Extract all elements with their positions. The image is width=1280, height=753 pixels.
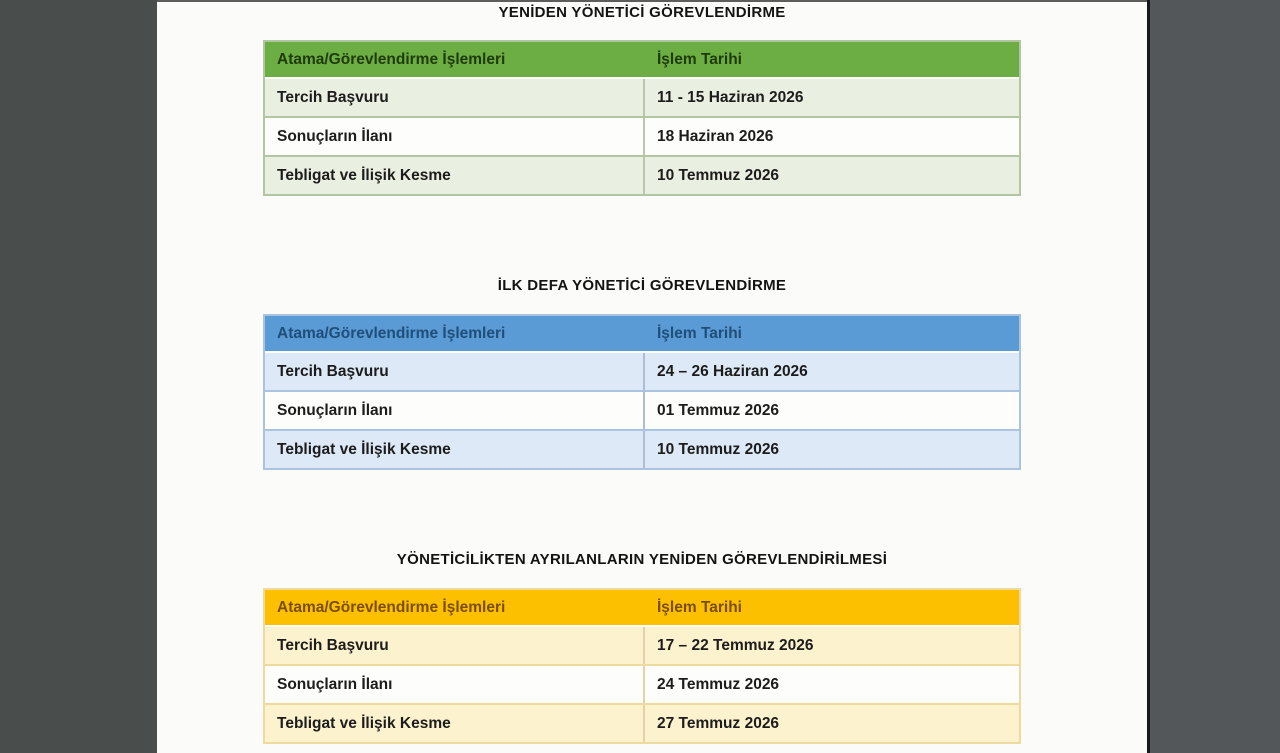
cell-islem: Tebligat ve İlişik Kesme [265, 431, 645, 468]
column-header-islemler: Atama/Görevlendirme İşlemleri [277, 50, 506, 68]
table-title-ilk-defa: İLK DEFA YÖNETİCİ GÖREVLENDİRME [497, 277, 787, 294]
table-title-yeniden-yonetici: YENİDEN YÖNETİCİ GÖREVLENDİRME [498, 4, 786, 21]
table-row [265, 77, 1019, 116]
table-row [265, 703, 1019, 742]
table-header-row [265, 42, 1019, 77]
table-row [265, 664, 1019, 703]
table-yeniden-yonetici [263, 40, 1021, 196]
cell-islem: Sonuçların İlanı [265, 666, 645, 703]
table-ilk-defa [263, 314, 1021, 470]
column-header-islemler: Atama/Görevlendirme İşlemleri [277, 598, 506, 616]
table-row [265, 116, 1019, 155]
table-header-row [265, 590, 1019, 625]
cell-tarih: 24 – 26 Haziran 2026 [657, 362, 808, 380]
cell-tarih: 10 Temmuz 2026 [657, 440, 780, 458]
cell-islem: Sonuçların İlanı [265, 118, 645, 155]
column-header-tarih: İşlem Tarihi [657, 598, 742, 616]
cell-tarih: 10 Temmuz 2026 [657, 166, 780, 184]
cell-islem: Sonuçların İlanı [265, 392, 645, 429]
column-header-tarih: İşlem Tarihi [657, 50, 742, 68]
cell-islem: Tercih Başvuru [265, 627, 645, 664]
table-row [265, 625, 1019, 664]
table-row [265, 351, 1019, 390]
column-header-islemler: Atama/Görevlendirme İşlemleri [277, 324, 506, 342]
table-row [265, 390, 1019, 429]
cell-islem: Tercih Başvuru [265, 353, 645, 390]
cell-islem: Tebligat ve İlişik Kesme [265, 157, 645, 194]
cell-tarih: 11 - 15 Haziran 2026 [657, 88, 804, 106]
table-title-ayrilanlar: YÖNETİCİLİKTEN AYRILANLARIN YENİDEN GÖREVLENDİRİLMESİ [396, 551, 888, 568]
cell-tarih: 17 – 22 Temmuz 2026 [657, 636, 814, 654]
cell-tarih: 18 Haziran 2026 [657, 127, 774, 145]
cell-tarih: 01 Temmuz 2026 [657, 401, 780, 419]
document-page [157, 0, 1147, 753]
table-row [265, 155, 1019, 194]
table-header-row [265, 316, 1019, 351]
cell-tarih: 27 Temmuz 2026 [657, 714, 780, 732]
column-header-tarih: İşlem Tarihi [657, 324, 742, 342]
table-ayrilanlar [263, 588, 1021, 744]
table-row [265, 429, 1019, 468]
page-top-edge [157, 0, 1147, 2]
cell-tarih: 24 Temmuz 2026 [657, 675, 780, 693]
left-gutter [0, 0, 157, 753]
cell-islem: Tebligat ve İlişik Kesme [265, 705, 645, 742]
cell-islem: Tercih Başvuru [265, 79, 645, 116]
right-gutter [1150, 0, 1280, 753]
